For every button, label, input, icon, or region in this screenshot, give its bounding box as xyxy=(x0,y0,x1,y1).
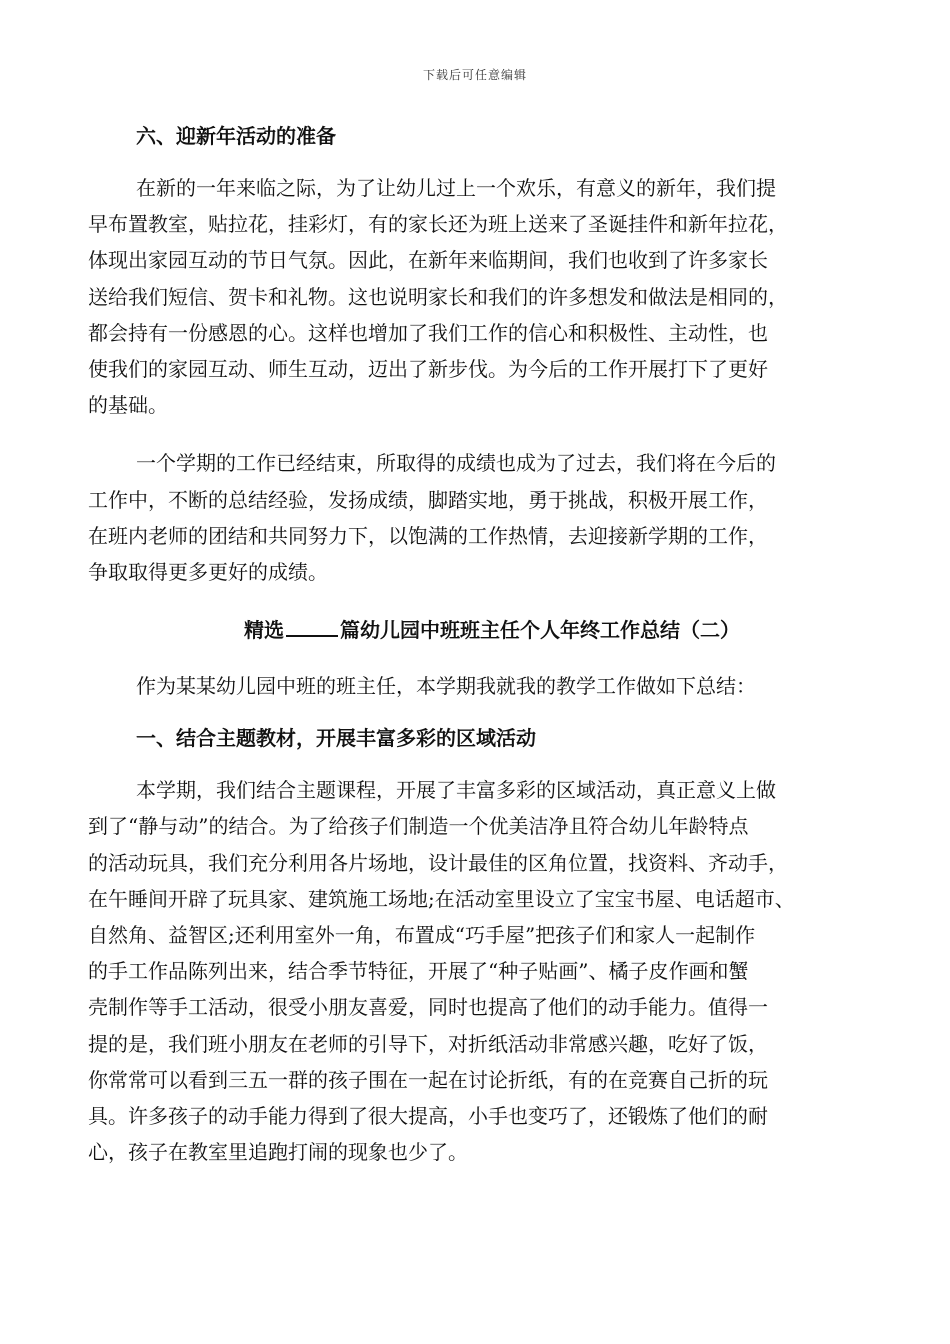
paragraph-line: 体现出家园互动的节日气氛。因此，在新年来临期间，我们也收到了许多家长 xyxy=(88,248,768,273)
paragraph-line: 在新的一年来临之际，为了让幼儿过上一个欢乐，有意义的新年，我们提 xyxy=(136,176,776,200)
paragraph-line: 工作中，不断的总结经验，发扬成绩，脚踏实地，勇于挑战，积极开展工作， xyxy=(88,487,768,512)
header-note: 下载后可任意编辑 xyxy=(422,68,527,82)
section-heading-6: 六、迎新年活动的准备 xyxy=(136,124,336,148)
paragraph-line: 的基础。 xyxy=(88,393,168,418)
article-title-prefix: 精选 xyxy=(244,618,284,643)
section-heading-1: 一、结合主题教材，开展丰富多彩的区域活动 xyxy=(136,726,536,751)
paragraph-line: 你常常可以看到三五一群的孩子围在一起在讨论折纸，有的在竞赛自己折的玩 xyxy=(88,1067,768,1092)
document-body xyxy=(88,118,864,1192)
paragraph-line: 提的是，我们班小朋友在老师的引导下，对折纸活动非常感兴趣，吃好了饭， xyxy=(88,1031,768,1056)
paragraph-line: 自然角、益智区;还利用室外一角，布置成“巧手屋”把孩子们和家人一起制作 xyxy=(88,923,756,948)
paragraph xyxy=(88,772,864,1170)
paragraph-line: 在班内老师的团结和共同努力下，以饱满的工作热情，去迎接新学期的工作， xyxy=(88,523,768,548)
paragraph xyxy=(88,170,864,423)
paragraph-line: 的手工作品陈列出来，结合季节特征，开展了“种子贴画”、橘子皮作画和蟹 xyxy=(88,959,749,984)
paragraph-line: 在午睡间开辟了玩具家、建筑施工场地;在活动室里设立了宝宝书屋、电话超市、 xyxy=(88,886,795,911)
paragraph-line: 到了“静与动”的结合。为了给孩子们制造一个优美洁净且符合幼儿年龄特点 xyxy=(88,814,749,839)
paragraph-line: 早布置教室，贴拉花，挂彩灯，有的家长还为班上送来了圣诞挂件和新年拉花， xyxy=(88,212,788,237)
paragraph-line: 使我们的家园互动、师生互动，迈出了新步伐。为今后的工作开展打下了更好 xyxy=(88,357,768,382)
paragraph-line: 一个学期的工作已经结束，所取得的成绩也成为了过去，我们将在今后的 xyxy=(136,451,776,476)
article-title xyxy=(88,612,864,648)
paragraph-line: 争取取得更多更好的成绩。 xyxy=(88,560,328,585)
title-blank-underline xyxy=(286,617,338,637)
paragraph-line: 送给我们短信、贺卡和礼物。这也说明家长和我们的许多想发和做法是相同的， xyxy=(88,284,788,309)
paragraph xyxy=(88,445,864,590)
paragraph-line: 本学期，我们结合主题课程，开展了丰富多彩的区域活动，真正意义上做 xyxy=(136,778,776,803)
paragraph-line: 具。许多孩子的动手能力得到了很大提高，小手也变巧了，还锻炼了他们的耐 xyxy=(88,1104,768,1129)
paragraph-line: 心，孩子在教室里追跑打闹的现象也少了。 xyxy=(88,1140,468,1165)
paragraph-line: 都会持有一份感恩的心。这样也增加了我们工作的信心和积极性、主动性，也 xyxy=(88,320,768,345)
intro-paragraph: 作为某某幼儿园中班的班主任，本学期我就我的教学工作做如下总结： xyxy=(136,674,756,699)
article-title-suffix: 篇幼儿园中班班主任个人年终工作总结（二） xyxy=(340,618,740,643)
paragraph-line: 的活动玩具，我们充分利用各片场地，设计最佳的区角位置，找资料、齐动手， xyxy=(88,850,788,875)
paragraph-line: 壳制作等手工活动，很受小朋友喜爱，同时也提高了他们的动手能力。值得一 xyxy=(88,995,768,1020)
